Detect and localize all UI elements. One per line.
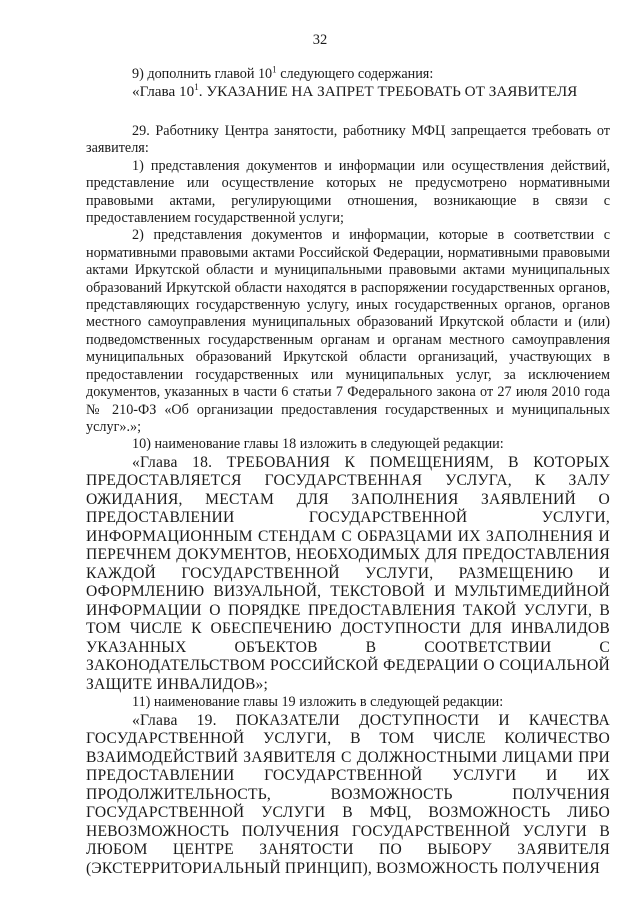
item-9-line-1-text: 9) дополнить главой 10 [132,66,273,82]
item-9-line-1-tail: следующего содержания: [276,66,434,82]
chapter-18-heading: «Глава 18. ТРЕБОВАНИЯ К ПОМЕЩЕНИЯМ, В КОТОРЫХ ПРЕДОСТАВЛЯЕТСЯ ГОСУДАРСТВЕННАЯ УСЛУГА, К ЗАЛУ ОЖИДАНИЯ, МЕСТАМ ДЛЯ ЗАПОЛНЕНИЯ ЗАЯВЛЕНИЙ О ПРЕДОСТАВЛЕНИИ ГОСУДАРСТВЕННОЙ УСЛУГИ, ИНФОРМАЦИОННЫМ СТЕНДАМ С ОБРАЗЦАМИ ИХ ЗАПОЛНЕНИЯ И ПЕРЕЧНЕМ ДОКУМЕНТОВ, НЕОБХОДИМЫХ ДЛЯ ПРЕДОСТАВЛЕНИЯ КАЖДОЙ ГОСУДАРСТВЕННОЙ УСЛУГИ, РАЗМЕЩЕНИЮ И ОФОРМЛЕНИЮ ВИЗУАЛЬНОЙ, ТЕКСТОВОЙ И МУЛЬТИМЕДИЙНОЙ ИНФОРМАЦИИ О ПОРЯДКЕ ПРЕДОСТАВЛЕНИЯ ТАКОЙ УСЛУГИ, В ТОМ ЧИСЛЕ К ОБЕСПЕЧЕНИЮ ДОСТУПНОСТИ ДЛЯ ИНВАЛИДОВ УКАЗАННЫХ ОБЪЕКТОВ В СООТВЕТСТВИИ С ЗАКОНОДАТЕЛЬСТВОМ РОССИЙСКОЙ ФЕДЕРАЦИИ О СОЦИАЛЬНОЙ ЗАЩИТЕ ИНВАЛИДОВ»; [86,453,610,693]
chapter-19-heading: «Глава 19. ПОКАЗАТЕЛИ ДОСТУПНОСТИ И КАЧЕСТВА ГОСУДАРСТВЕННОЙ УСЛУГИ, В ТОМ ЧИСЛЕ КОЛИЧЕСТВО ВЗАИМОДЕЙСТВИЙ ЗАЯВИТЕЛЯ С ДОЛЖНОСТНЫМИ ЛИЦАМИ ПРИ ПРЕДОСТАВЛЕНИИ ГОСУДАРСТВЕННОЙ УСЛУГИ И ИХ ПРОДОЛЖИТЕЛЬНОСТЬ, ВОЗМОЖНОСТЬ ПОЛУЧЕНИЯ ГОСУДАРСТВЕННОЙ УСЛУГИ В МФЦ, ВОЗМОЖНОСТЬ ЛИБО НЕВОЗМОЖНОСТЬ ПОЛУЧЕНИЯ ГОСУДАРСТВЕННОЙ УСЛУГИ В ЛЮБОМ ЦЕНТРЕ ЗАНЯТОСТИ ПО ВЫБОРУ ЗАЯВИТЕЛЯ (ЭКСТЕРРИТОРИАЛЬНЫЙ ПРИНЦИП), ВОЗМОЖНОСТЬ ПОЛУЧЕНИЯ [86,711,610,877]
chapter-10-1-heading-text: «Глава 10 [132,83,195,101]
item-9 [86,66,610,101]
chapter-10-1-superscript: 1 [194,82,199,93]
page-number: 32 [312,32,328,48]
paragraph-29 [86,123,610,878]
item-9-line-1 [86,66,610,83]
item-11-intro: 11) наименование главы 19 изложить в следующей редакции: [132,694,504,711]
chapter-10-1-heading [86,83,610,100]
item-10-intro: 10) наименование главы 18 изложить в следующей редакции: [132,436,504,453]
item-9-line-1-superscript: 1 [272,64,277,75]
paragraph-29-intro: 29. Работнику Центра занятости, работнику МФЦ запрещается требовать от заявителя: [86,123,610,157]
paragraph-29-item-2: 2) представления документов и информации, которые в соответствии с нормативными правовыми актами Российской Федерации, нормативными правовыми актами Иркутской области и муниципальными правовыми актами муниципальных образований Иркутской области находятся в распоряжении государственных органов, представляющих государственную услугу, иных государственных органов, органов местного самоуправления муниципальных образований Иркутской области и (или) подведомственных государственным органам и органам местного самоуправления муниципальных образований Иркутской области организаций, участвующих в предоставлении государственных или муниципальных услуг, за исключением документов, указанных в части 6 статьи 7 Федерального закона от 27 июля 2010 года № 210-ФЗ «Об организации предоставления государственных и муниципальных услуг».»; [86,227,610,435]
chapter-10-1-heading-tail: . УКАЗАНИЕ НА ЗАПРЕТ ТРЕБОВАТЬ ОТ ЗАЯВИТЕЛЯ [198,83,578,101]
paragraph-29-item-1: 1) представления документов и информации или осуществления действий, представление или осуществление которых не предусмотрено нормативными правовыми актами, регулирующими отношения, возникающие в связи с предоставлением государственной услуги; [86,157,610,227]
